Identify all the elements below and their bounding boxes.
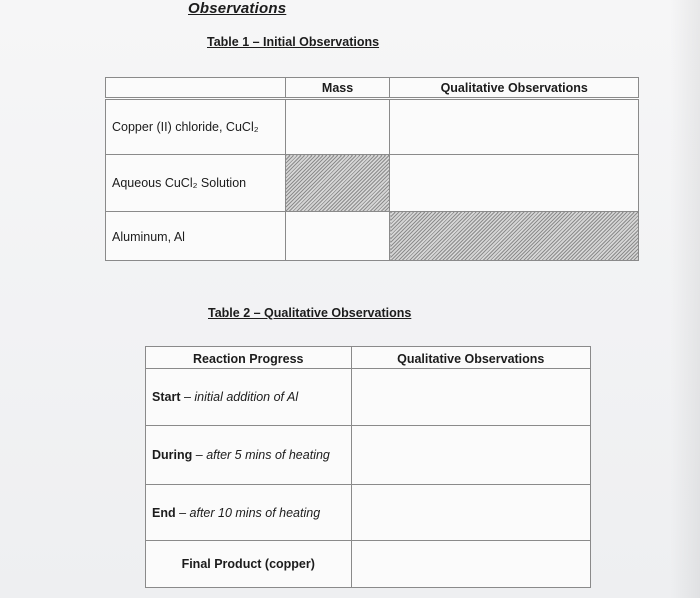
- table1-observation-cell[interactable]: [390, 155, 639, 212]
- table1-hatched-cell: [390, 212, 639, 261]
- stage-name: End: [152, 505, 176, 520]
- page-edge-shadow: [670, 0, 700, 598]
- stage-separator: –: [180, 390, 195, 404]
- table1-header-blank: [106, 78, 286, 99]
- table2-row-label: [146, 369, 352, 426]
- table-row: [146, 541, 591, 588]
- table-row: [106, 99, 639, 155]
- table2-caption: Table 2 – Qualitative Observations: [208, 306, 412, 320]
- table-row: [146, 369, 591, 426]
- table2-row-label: [146, 485, 352, 541]
- table-row: [146, 426, 591, 485]
- table1-mass-cell[interactable]: [285, 99, 390, 155]
- table1-header-mass: Mass: [285, 78, 390, 99]
- table1-mass-cell[interactable]: [285, 212, 390, 261]
- table1-row-label: Aqueous CuCl₂ Solution: [106, 155, 286, 212]
- stage-name: Start: [152, 390, 181, 404]
- table1-caption: Table 1 – Initial Observations: [207, 35, 380, 49]
- table1-row-label: Copper (II) chloride, CuCl₂: [106, 99, 286, 155]
- table1-row-label: Aluminum, Al: [106, 212, 286, 261]
- stage-separator: –: [192, 448, 207, 462]
- table2-row-label: [146, 426, 352, 485]
- table2-header-progress: Reaction Progress: [146, 347, 352, 369]
- table2-observation-cell[interactable]: [351, 426, 591, 485]
- table2-observation-cell[interactable]: [351, 369, 591, 426]
- table2-header-qualitative: Qualitative Observations: [351, 347, 591, 369]
- page-heading: Observations: [188, 0, 287, 17]
- table1-hatched-cell: [285, 155, 390, 212]
- table2-header-row: [146, 347, 591, 369]
- stage-name: During: [152, 448, 193, 462]
- stage-separator: –: [175, 505, 190, 520]
- table-row: [106, 155, 639, 212]
- stage-detail: after 5 mins of heating: [206, 448, 330, 462]
- table2-observation-cell[interactable]: [351, 485, 591, 541]
- table1-initial-observations: [105, 77, 639, 261]
- table1-header-qualitative: Qualitative Observations: [390, 78, 639, 99]
- stage-detail: initial addition of Al: [194, 390, 299, 404]
- table2-observation-cell[interactable]: [351, 541, 591, 588]
- table-row: [106, 212, 639, 261]
- table2-qualitative-observations: [145, 346, 591, 588]
- table1-header-row: [106, 78, 639, 99]
- stage-detail: after 10 mins of heating: [189, 505, 321, 520]
- table1-observation-cell[interactable]: [390, 99, 639, 155]
- table2-row-label: Final Product (copper): [146, 541, 352, 588]
- table-row: [146, 485, 591, 541]
